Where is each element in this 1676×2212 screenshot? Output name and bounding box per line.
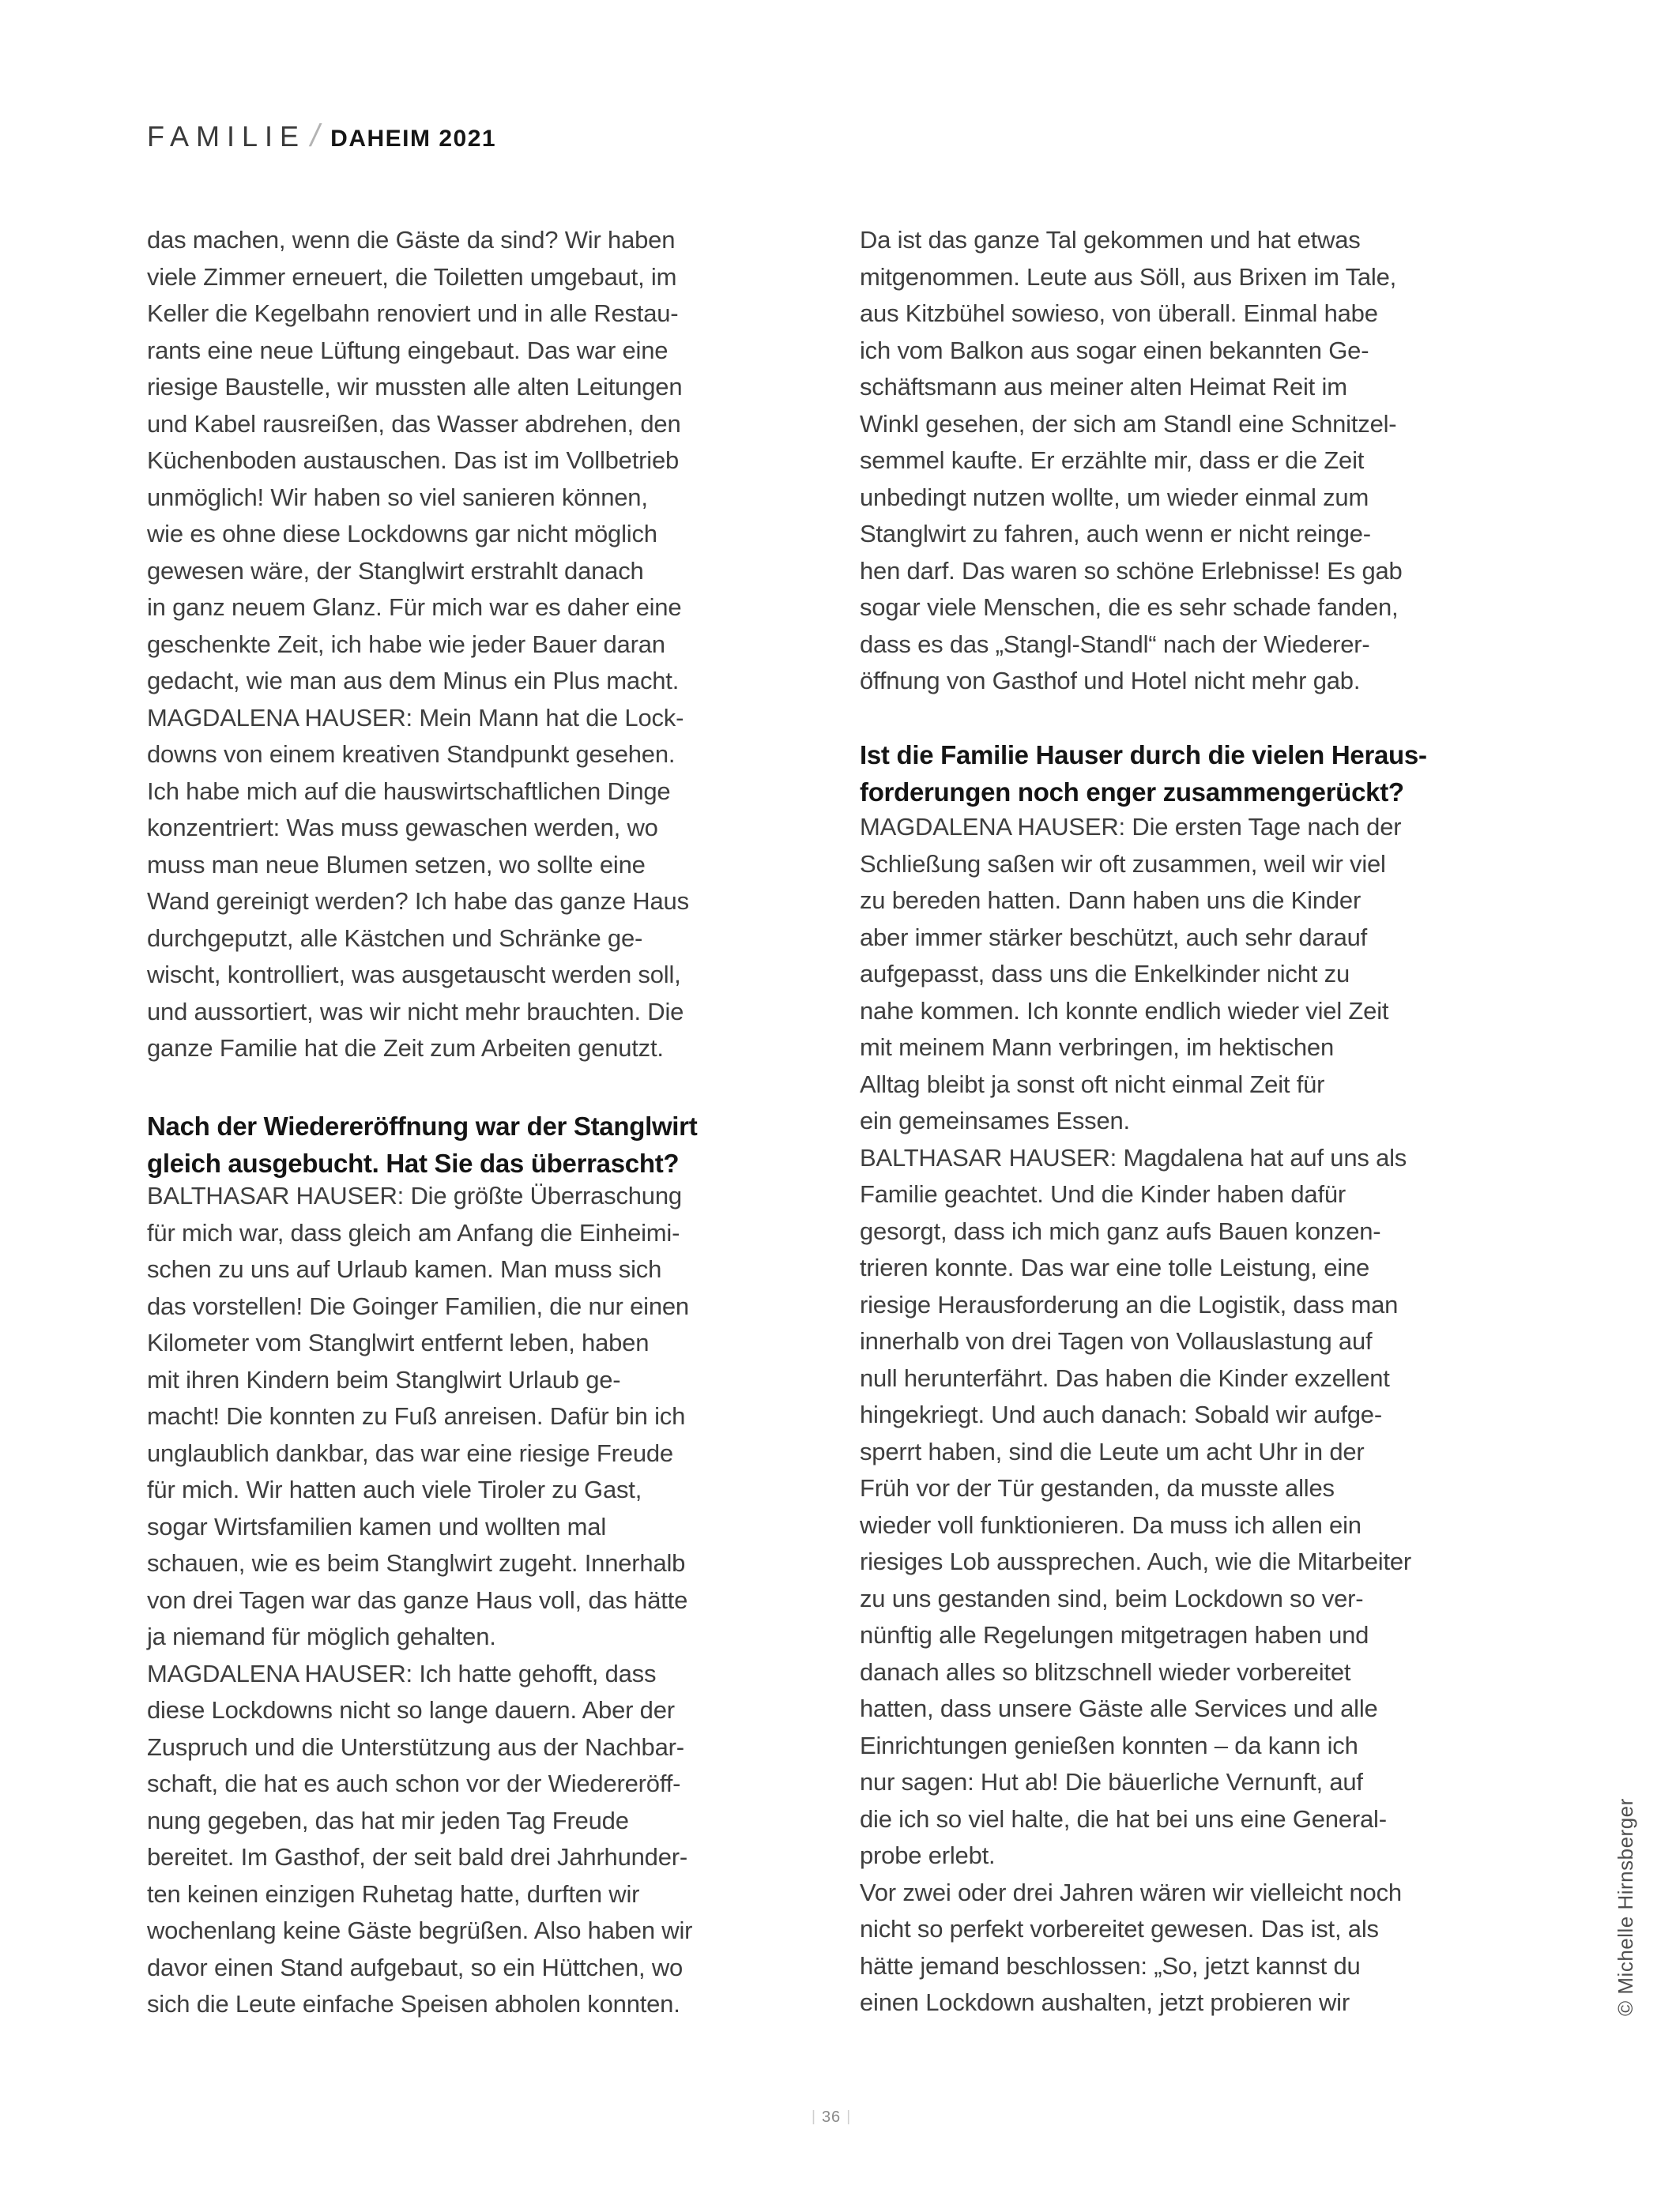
left-column-question-heading: Nach der Wiedereröffnung war der Stanglwirt gleich ausgebucht. Hat Sie das überrascht? [147, 1112, 698, 1178]
kicker-edition-label: DAHEIM 2021 [330, 126, 497, 152]
page-number-value: 36 [821, 2109, 842, 2126]
page-kicker [147, 118, 496, 154]
right-column-question-heading: Ist die Familie Hauser durch die vielen Heraus- forderungen noch enger zusammengerückt? [860, 740, 1427, 807]
kicker-slash-separator: / [311, 118, 320, 153]
left-column-paragraph-2: BALTHASAR HAUSER: Die größte Überraschung für mich war, dass gleich am Anfang die Einheimi- schen zu uns auf Urlaub kamen. Man muss sich das vorstellen! Die Goinger Familien, die nur einen Kilometer vom Stanglwirt entfernt leben, haben mit ihren Kindern beim Stanglwirt Urlaub ge- macht! Die konnten zu Fuß anreisen. Dafür bin ich unglaublich dankbar, das war eine riesige Freude für mich. Wir hatten auch viele Tiroler zu Gast, sogar Wirtsfamilien kamen und wollten mal schauen, wie es beim Stanglwirt zugeht. Innerhalb von drei Tagen war das ganze Haus voll, das hätte ja niemand für möglich gehalten. MAGDALENA HAUSER: Ich hatte gehofft, dass diese Lockdowns nicht so lange dauern. Aber der Zuspruch und die Unterstützung aus der Nachbar- schaft, die hat es auch schon vor der Wiedereröff- nung gegeben, das hat mir jeden Tag Freude bereitet. Im Gasthof, der seit bald drei Jahrhunder- ten keinen einzigen Ruhetag hatte, durften wir wochenlang keine Gäste begrüßen. Also haben wir davor einen Stand aufgebaut, so ein Hüttchen, wo sich die Leute einfache Speisen abholen konnten. [147, 1182, 693, 2018]
kicker-section-label: FAMILIE [147, 120, 307, 152]
page-number-right-bar: | [846, 2109, 852, 2125]
page-number-left-bar: | [812, 2109, 816, 2125]
right-column-paragraph-1: Da ist das ganze Tal gekommen und hat etwas mitgenommen. Leute aus Söll, aus Brixen im Tale, aus Kitzbühel sowieso, von überall. Einmal habe ich vom Balkon aus sogar einen bekannten Ge- schäftsmann aus meiner alten Heimat Reit im Winkl gesehen, der sich am Standl eine Schnitzel- semmel kaufte. Er erzählte mir, dass er die Zeit unbedingt nutzen wollte, um wieder einmal zum Stanglwirt zu fahren, auch wenn er nicht reinge- hen darf. Das waren so schöne Erlebnisse! Es gab sogar viele Menschen, die es sehr schade fanden, dass es das „Stangl-Standl“ nach der Wiederer- öffnung von Gasthof und Hotel nicht mehr gab. [860, 226, 1403, 694]
page-number [806, 2108, 857, 2127]
photo-credit: © Michelle Hirnsberger [1614, 1798, 1637, 2016]
right-column-paragraph-2: MAGDALENA HAUSER: Die ersten Tage nach der Schließung saßen wir oft zusammen, weil wir viel zu bereden hatten. Dann haben uns die Kinder aber immer stärker beschützt, auch sehr darauf aufgepasst, dass uns die Enkelkinder nicht zu nahe kommen. Ich konnte endlich wieder viel Zeit mit meinem Mann verbringen, im hektischen Alltag bleibt ja sonst oft nicht einmal Zeit für ein gemeinsames Essen. BALTHASAR HAUSER: Magdalena hat auf uns als Familie geachtet. Und die Kinder haben dafür gesorgt, dass ich mich ganz aufs Bauen konzen- trieren konnte. Das war eine tolle Leistung, eine riesige Herausforderung an die Logistik, dass man innerhalb von drei Tagen von Vollauslastung auf null herunterfährt. Das haben die Kinder exzellent hingekriegt. Und auch danach: Sobald wir aufge- sperrt haben, sind die Leute um acht Uhr in der Früh vor der Tür gestanden, da musste alles wieder voll funktionieren. Da muss ich allen ein riesiges Lob aussprechen. Auch, wie die Mitarbeiter zu uns gestanden sind, beim Lockdown so ver- nünftig alle Regelungen mitgetragen haben und danach alles so blitzschnell wieder vorbereitet hatten, dass unsere Gäste alle Services und alle Einrichtungen genießen konnten – da kann ich nur sagen: Hut ab! Die bäuerliche Vernunft, auf die ich so viel halte, die hat bei uns eine General- probe erlebt. Vor zwei oder drei Jahren wären wir vielleicht noch nicht so perfekt vorbereitet gewesen. Das ist, als hätte jemand beschlossen: „So, jetzt kannst du einen Lockdown aushalten, jetzt probieren wir [860, 813, 1412, 2016]
left-column-paragraph-1: das machen, wenn die Gäste da sind? Wir haben viele Zimmer erneuert, die Toiletten umgebaut, im Keller die Kegelbahn renoviert und in alle Restau- rants eine neue Lüftung eingebaut. Das war eine riesige Baustelle, wir mussten alle alten Leitungen und Kabel rausreißen, das Wasser abdrehen, den Küchenboden austauschen. Das ist im Vollbetrieb unmöglich! Wir haben so viel sanieren können, wie es ohne diese Lockdowns gar nicht möglich gewesen wäre, der Stanglwirt erstrahlt danach in ganz neuem Glanz. Für mich war es daher eine geschenkte Zeit, ich habe wie jeder Bauer daran gedacht, wie man aus dem Minus ein Plus macht. MAGDALENA HAUSER: Mein Mann hat die Lock- downs von einem kreativen Standpunkt gesehen. Ich habe mich auf die hauswirtschaftlichen Dinge konzentriert: Was muss gewaschen werden, wo muss man neue Blumen setzen, wo sollte eine Wand gereinigt werden? Ich habe das ganze Haus durchgeputzt, alle Kästchen und Schränke ge- wischt, kontrolliert, was ausgetauscht werden soll, und aussortiert, was wir nicht mehr brauchten. Die ganze Familie hat die Zeit zum Arbeiten genutzt. [147, 226, 689, 1062]
